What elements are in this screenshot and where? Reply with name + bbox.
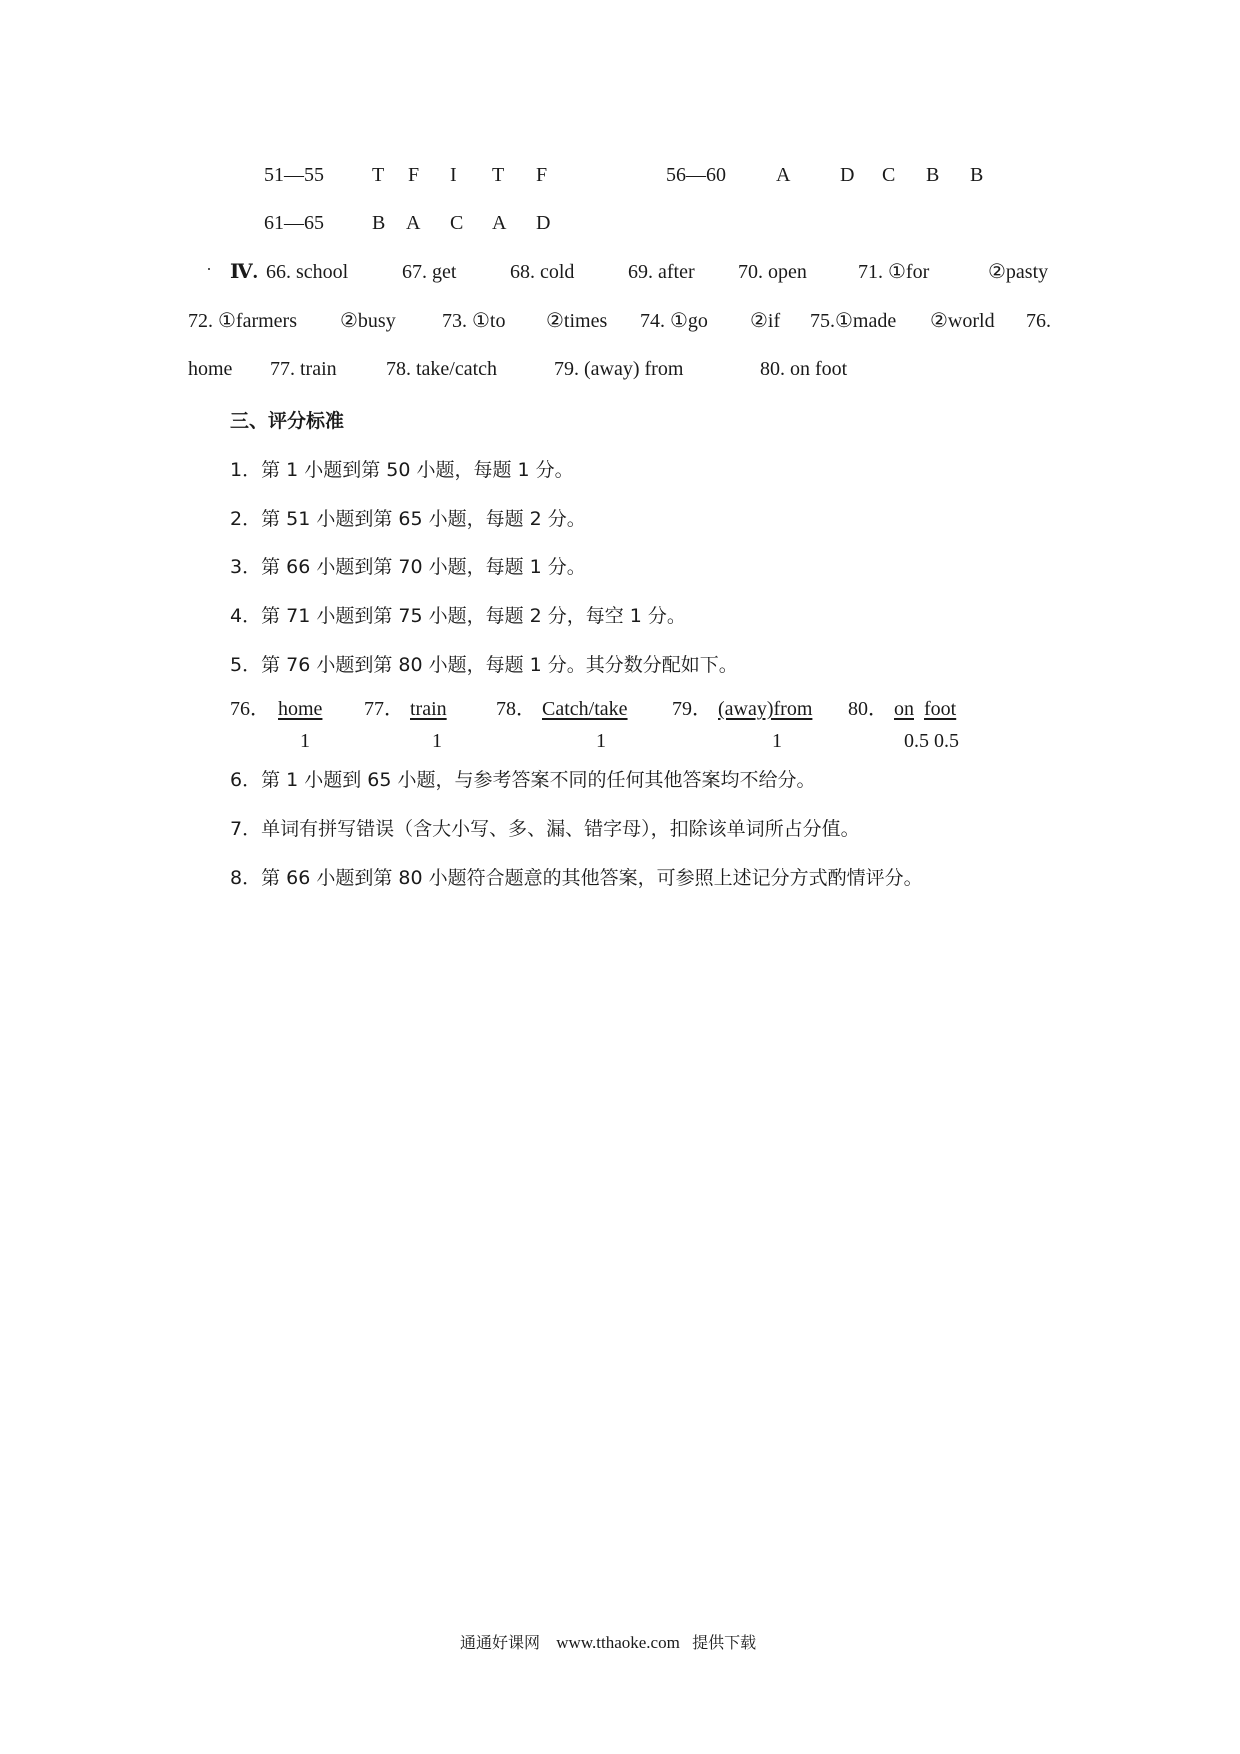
- scoring-item-2: 2．第 51 小题到第 65 小题，每题 2 分。: [230, 508, 586, 530]
- breakdown-number-77: 77．: [364, 698, 404, 720]
- answer-80: 80. on foot: [760, 358, 848, 380]
- answer-64: A: [492, 212, 507, 234]
- answer-67: 67. get: [402, 261, 457, 283]
- answer-69: 69. after: [628, 261, 695, 283]
- answer-70: 70. open: [738, 261, 807, 283]
- answer-60: B: [970, 164, 984, 186]
- stray-dot: [208, 268, 210, 270]
- answer-66: 66. school: [266, 261, 349, 283]
- scoring-item-4: 4．第 71 小题到第 75 小题，每题 2 分，每空 1 分。: [230, 605, 686, 627]
- breakdown-word-foot: foot: [924, 698, 957, 720]
- answer-51: T: [372, 164, 385, 186]
- footer-site-name: 通通好课网: [460, 1633, 541, 1652]
- breakdown-word-catch-take: Catch/take: [542, 698, 628, 720]
- range-56-60: 56—60: [666, 164, 726, 186]
- breakdown-word-home: home: [278, 698, 323, 720]
- breakdown-number-78: 78．: [496, 698, 536, 720]
- breakdown-score-77: 1: [432, 730, 442, 752]
- answer-54: T: [492, 164, 505, 186]
- scoring-item-1: 1．第 1 小题到第 50 小题，每题 1 分。: [230, 459, 574, 481]
- answer-71-2: ②pasty: [988, 261, 1049, 283]
- answer-77: 77. train: [270, 358, 337, 380]
- scoring-item-6: 6．第 1 小题到 65 小题，与参考答案不同的任何其他答案均不给分。: [230, 769, 816, 791]
- answer-71-1: 71. ①for: [858, 261, 930, 283]
- answer-63: C: [450, 212, 464, 234]
- scoring-item-7: 7．单词有拼写错误（含大小写、多、漏、错字母），扣除该单词所占分值。: [230, 818, 860, 840]
- answer-57: D: [840, 164, 855, 186]
- answer-62: A: [406, 212, 421, 234]
- scoring-item-3: 3．第 66 小题到第 70 小题，每题 1 分。: [230, 556, 586, 578]
- answer-74-1: 74. ①go: [640, 310, 708, 332]
- footer-suffix: 提供下载: [692, 1633, 757, 1652]
- answer-52: F: [408, 164, 420, 186]
- breakdown-number-76: 76．: [230, 698, 270, 720]
- answer-73-1: 73. ①to: [442, 310, 506, 332]
- breakdown-score-78: 1: [596, 730, 606, 752]
- answer-76: home: [188, 358, 233, 380]
- answer-78: 78. take/catch: [386, 358, 498, 380]
- answer-73-2: ②times: [546, 310, 608, 332]
- answer-72-1: 72. ①farmers: [188, 310, 298, 332]
- answer-75-2: ②world: [930, 310, 995, 332]
- breakdown-number-80: 80．: [848, 698, 888, 720]
- breakdown-word-away-from: (away)from: [718, 698, 813, 720]
- range-51-55: 51—55: [264, 164, 324, 186]
- range-61-65: 61—65: [264, 212, 324, 234]
- breakdown-word-train: train: [410, 698, 447, 720]
- breakdown-score-80: 0.5 0.5: [904, 730, 959, 752]
- breakdown-word-on: on: [894, 698, 914, 720]
- page-footer: [460, 1630, 756, 1653]
- scoring-heading: 三、评分标准: [230, 410, 345, 432]
- answer-76-number: 76.: [1026, 310, 1051, 332]
- breakdown-number-79: 79．: [672, 698, 712, 720]
- answer-75-1: 75.①made: [810, 310, 897, 332]
- answer-74-2: ②if: [750, 310, 781, 332]
- answer-58: C: [882, 164, 896, 186]
- answer-53: I: [450, 164, 457, 186]
- scoring-item-5: 5．第 76 小题到第 80 小题，每题 1 分。其分数分配如下。: [230, 654, 738, 676]
- answer-55: F: [536, 164, 548, 186]
- answer-59: B: [926, 164, 940, 186]
- breakdown-score-76: 1: [300, 730, 310, 752]
- footer-url[interactable]: www.tthaoke.com: [556, 1633, 680, 1652]
- answer-72-2: ②busy: [340, 310, 396, 332]
- answer-68: 68. cold: [510, 261, 575, 283]
- breakdown-score-79: 1: [772, 730, 782, 752]
- answer-56: A: [776, 164, 791, 186]
- scoring-item-8: 8．第 66 小题到第 80 小题符合题意的其他答案，可参照上述记分方式酌情评分。: [230, 867, 923, 889]
- answer-61: B: [372, 212, 386, 234]
- section-iv-numeral: Ⅳ.: [230, 261, 258, 283]
- answer-65: D: [536, 212, 551, 234]
- answer-79: 79. (away) from: [554, 358, 684, 380]
